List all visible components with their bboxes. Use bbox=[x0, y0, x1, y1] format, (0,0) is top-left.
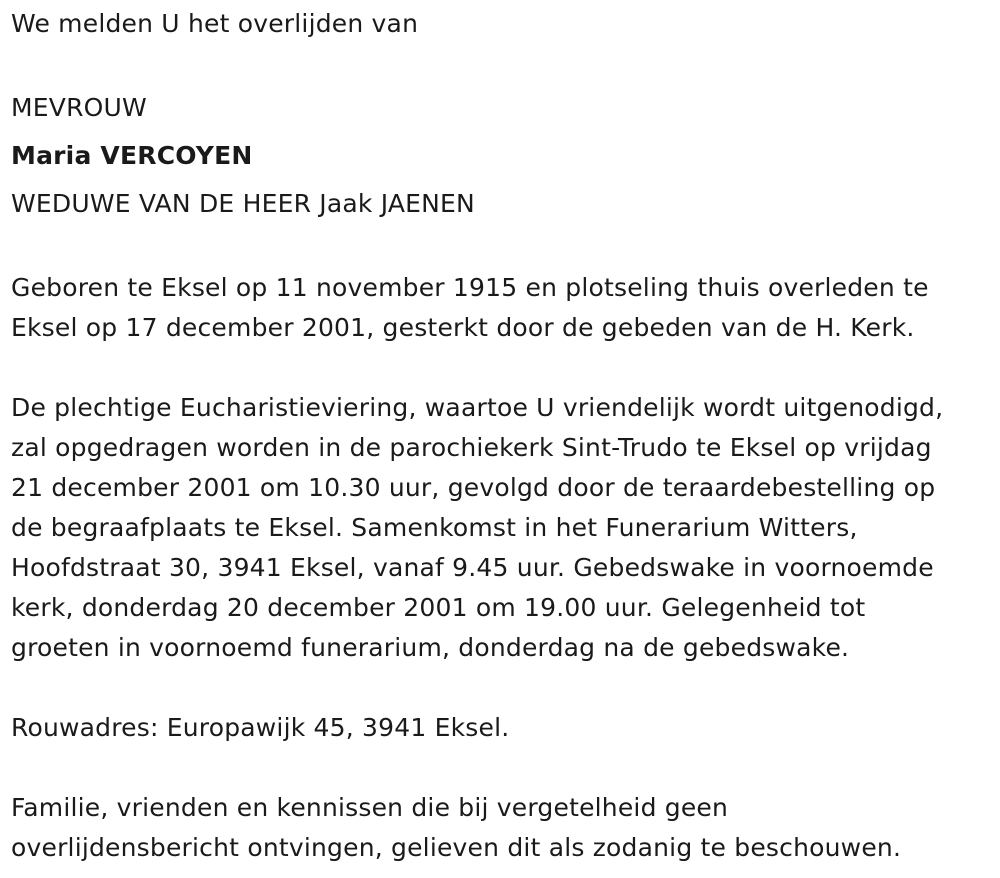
paragraph-line: overlijdensbericht ontvingen, gelieven dit als zodanig te beschouwen. bbox=[11, 833, 902, 862]
paragraph-line: Geboren te Eksel op 11 november 1915 en plotseling thuis overleden te bbox=[11, 273, 929, 302]
honorific bbox=[11, 84, 1000, 132]
honorific-line: MEVROUW bbox=[11, 93, 147, 122]
spouse-text: WEDUWE VAN DE HEER Jaak JAENEN bbox=[11, 189, 475, 218]
address-line: Rouwadres: Europawijk 45, 3941 Eksel. bbox=[11, 713, 510, 742]
intro-text bbox=[11, 4, 1000, 44]
intro-line: We melden U het overlijden van bbox=[11, 9, 419, 38]
deceased-name-line: Maria VERCOYEN bbox=[11, 141, 253, 170]
paragraph-line: 21 december 2001 om 10.30 uur, gevolgd door de teraardebestelling op bbox=[11, 473, 936, 502]
paragraph-line: zal opgedragen worden in de parochiekerk Sint-Trudo te Eksel op vrijdag bbox=[11, 433, 932, 462]
paragraph-line: groeten in voornoemd funerarium, donderdag na de gebedswake. bbox=[11, 633, 850, 662]
address-paragraph bbox=[11, 708, 1000, 748]
deceased-name bbox=[11, 132, 1000, 180]
spouse-line bbox=[11, 180, 1000, 228]
spacer bbox=[11, 44, 1000, 84]
spacer bbox=[11, 668, 1000, 708]
spacer bbox=[11, 228, 1000, 268]
ceremony-paragraph bbox=[11, 388, 1000, 668]
birth-death-paragraph bbox=[11, 268, 1000, 348]
paragraph-line: De plechtige Eucharistieviering, waartoe U vriendelijk wordt uitgenodigd, bbox=[11, 393, 944, 422]
closing-paragraph bbox=[11, 788, 1000, 868]
paragraph-line: Hoofdstraat 30, 3941 Eksel, vanaf 9.45 uur. Gebedswake in voornoemde bbox=[11, 553, 934, 582]
spacer bbox=[11, 348, 1000, 388]
paragraph-line: de begraafplaats te Eksel. Samenkomst in het Funerarium Witters, bbox=[11, 513, 858, 542]
paragraph-line: Eksel op 17 december 2001, gesterkt door de gebeden van de H. Kerk. bbox=[11, 313, 915, 342]
paragraph-line: kerk, donderdag 20 december 2001 om 19.00 uur. Gelegenheid tot bbox=[11, 593, 866, 622]
spacer bbox=[11, 748, 1000, 788]
paragraph-line: Familie, vrienden en kennissen die bij vergetelheid geen bbox=[11, 793, 729, 822]
